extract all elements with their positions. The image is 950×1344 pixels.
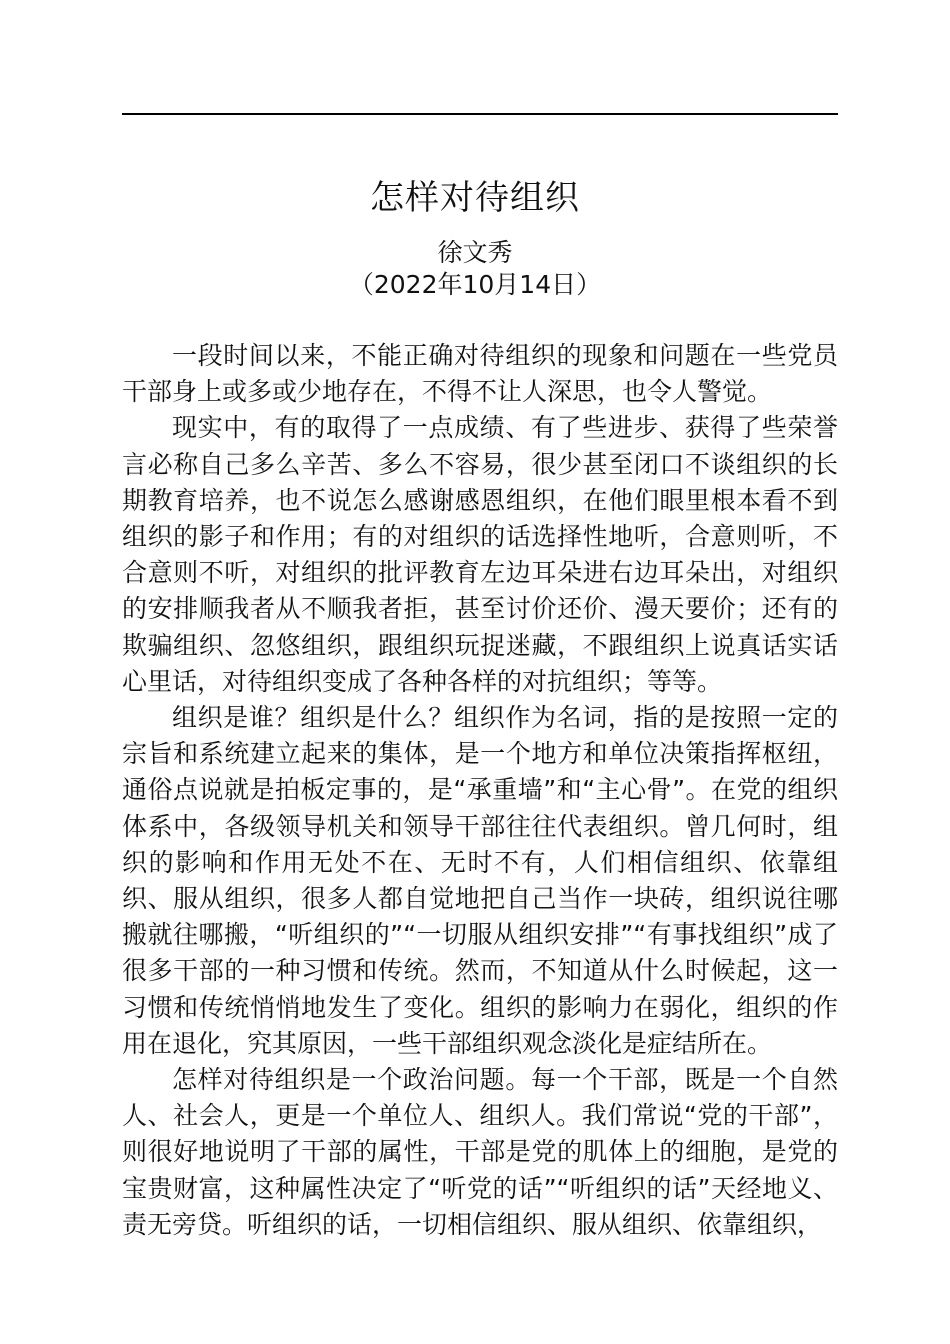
paragraph-2: 现实中，有的取得了一点成绩、有了些进步、获得了些荣誉言必称自己多么辛苦、多么不容易，很少甚至闭口不谈组织的长期教育培养，也不说怎么感谢感恩组织，在他们眼里根本看不到组织的影子和作用；有的对组织的话选择性地听，合意则听，不合意则不听，对组织的批评教育左边耳朵进右边耳朵出，对组织的安排顺我者从不顺我者拒，甚至讨价还价、漫天要价；还有的欺骗组织、忽悠组织，跟组织玩捉迷藏，不跟组织上说真话实话心里话，对待组织变成了各种各样的对抗组织；等等。 xyxy=(122,413,838,696)
paragraph-3: 组织是谁？组织是什么？组织作为名词，指的是按照一定的宗旨和系统建立起来的集体，是一个地方和单位决策指挥枢纽，通俗点说就是拍板定事的，是“承重墙”和“主心骨”。在党的组织体系中，各级领导机关和领导干部往往代表组织。曾几何时，组织的影响和作用无处不在、无时不有，人们相信组织、依靠组织、服从组织，很多人都自觉地把自己当作一块砖，组织说往哪搬就往哪搬，“听组织的”“一切服从组织安排”“有事找组织”成了很多干部的一种习惯和传统。然而，不知道从什么时候起，这一习惯和传统悄悄地发生了变化。组织的影响力在弱化，组织的作用在退化，究其原因，一些干部组织观念淡化是症结所在。 xyxy=(122,703,838,1058)
article-body xyxy=(122,338,838,1243)
paragraph-4: 怎样对待组织是一个政治问题。每一个干部，既是一个自然人、社会人，更是一个单位人、组织人。我们常说“党的干部”，则很好地说明了干部的属性，干部是党的肌体上的细胞，是党的宝贵财富，这种属性决定了“听党的话”“听组织的话”天经地义、责无旁贷。听组织的话，一切相信组织、服从组织、依靠组织， xyxy=(122,1065,838,1239)
paragraph-1: 一段时间以来，不能正确对待组织的现象和问题在一些党员干部身上或多或少地存在，不得不让人深思，也令人警觉。 xyxy=(122,341,838,407)
document-date: （2022年10月14日） xyxy=(348,270,602,299)
header-rule xyxy=(122,113,838,115)
document-title: 怎样对待组织 xyxy=(370,178,580,218)
author-name: 徐文秀 xyxy=(437,238,513,267)
